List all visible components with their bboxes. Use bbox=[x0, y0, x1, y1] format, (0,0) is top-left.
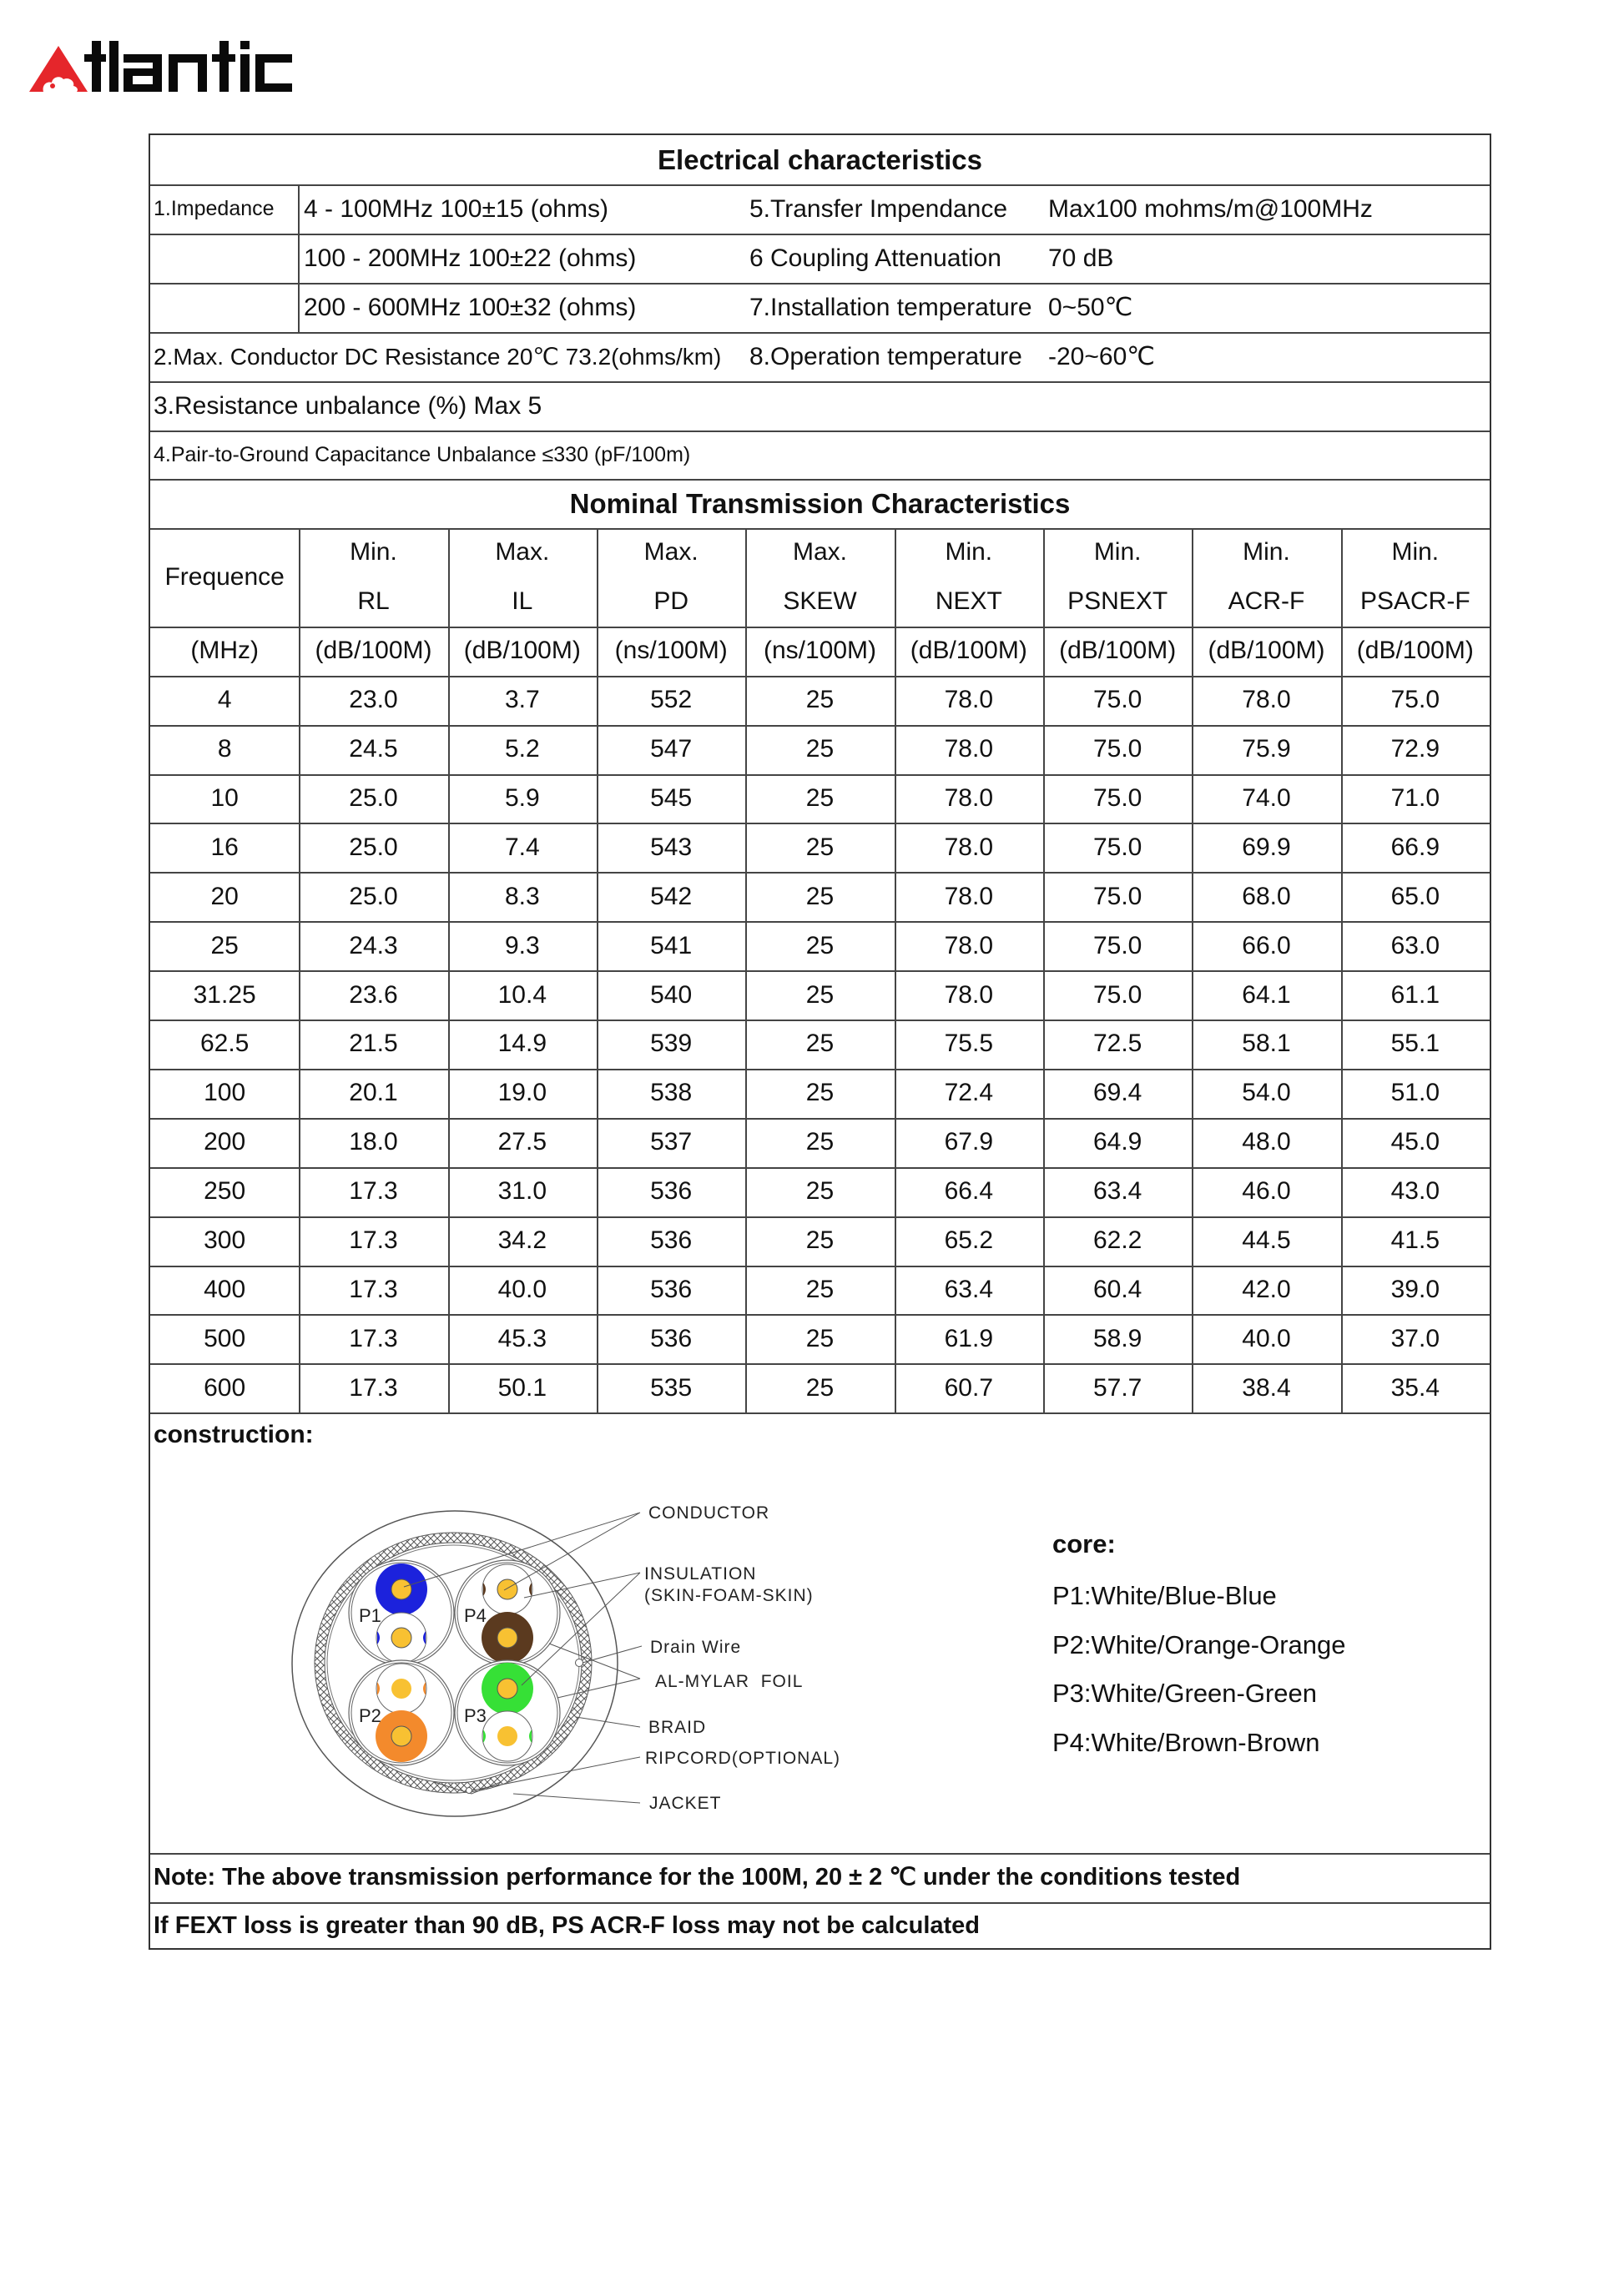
column-header-qualifier: Max. bbox=[643, 538, 699, 566]
table-cell: 65.0 bbox=[1390, 882, 1440, 910]
impedance-range-3: 200 - 600MHz 100±32 (ohms) bbox=[304, 293, 637, 321]
column-header-unit: (dB/100M) bbox=[1356, 637, 1474, 665]
core-pair-1: P1:White/Blue-Blue bbox=[1052, 1581, 1277, 1610]
table-cell: 62.2 bbox=[1092, 1226, 1142, 1255]
table-cell: 39.0 bbox=[1390, 1275, 1440, 1303]
table-cell: 37.0 bbox=[1390, 1324, 1440, 1352]
table-cell: 545 bbox=[650, 783, 693, 812]
column-header-name: IL bbox=[512, 587, 533, 616]
table-cell: 50.1 bbox=[497, 1373, 547, 1402]
column-header-qualifier: Min. bbox=[1243, 538, 1290, 566]
table-cell: 17.3 bbox=[349, 1226, 398, 1255]
column-header-name: SKEW bbox=[783, 587, 857, 616]
table-cell: 57.7 bbox=[1092, 1373, 1142, 1402]
table-cell: 535 bbox=[650, 1373, 693, 1402]
table-cell: 75.0 bbox=[1092, 882, 1142, 910]
frequency-cell: 25 bbox=[210, 931, 239, 959]
impedance-range-2: 100 - 200MHz 100±22 (ohms) bbox=[304, 244, 637, 272]
table-cell: 538 bbox=[650, 1079, 693, 1107]
table-cell: 25 bbox=[805, 1226, 835, 1255]
table-cell: 25 bbox=[805, 980, 835, 1009]
table-cell: 69.4 bbox=[1092, 1079, 1142, 1107]
table-cell: 78.0 bbox=[944, 931, 994, 959]
nominal-title: Nominal Transmission Characteristics bbox=[569, 488, 1071, 519]
table-cell: 66.0 bbox=[1242, 931, 1291, 959]
table-cell: 9.3 bbox=[504, 931, 540, 959]
drain-wire-icon bbox=[576, 1659, 583, 1667]
column-header-qualifier: Min. bbox=[1093, 538, 1142, 566]
column-header-unit: (ns/100M) bbox=[614, 637, 728, 665]
frequency-cell: 250 bbox=[204, 1177, 246, 1206]
table-cell: 61.9 bbox=[944, 1324, 994, 1352]
table-cell: 5.2 bbox=[504, 735, 540, 763]
table-cell: 24.5 bbox=[349, 735, 398, 763]
table-cell: 78.0 bbox=[944, 783, 994, 812]
installation-temp-value: 0~50℃ bbox=[1048, 293, 1133, 321]
table-cell: 78.0 bbox=[944, 882, 994, 910]
table-cell: 46.0 bbox=[1242, 1177, 1291, 1206]
table-cell: 547 bbox=[650, 735, 693, 763]
construction-title: construction: bbox=[154, 1421, 314, 1448]
operation-temp-value: -20~60℃ bbox=[1048, 342, 1155, 370]
table-cell: 34.2 bbox=[497, 1226, 547, 1255]
table-cell: 25 bbox=[805, 1373, 835, 1402]
callout-conductor: CONDUCTOR bbox=[648, 1503, 770, 1523]
table-cell: 75.0 bbox=[1092, 980, 1142, 1009]
column-header-unit: (dB/100M) bbox=[1059, 637, 1177, 665]
frequency-cell: 300 bbox=[204, 1226, 246, 1255]
table-cell: 60.4 bbox=[1092, 1275, 1142, 1303]
pair-label-p3: P3 bbox=[464, 1705, 487, 1726]
table-cell: 17.3 bbox=[349, 1324, 398, 1352]
column-header-name: PSACR-F bbox=[1359, 587, 1470, 616]
frequency-cell: 31.25 bbox=[193, 980, 256, 1009]
column-header-name: RL bbox=[357, 587, 390, 616]
table-cell: 25 bbox=[805, 1128, 835, 1156]
table-cell: 25 bbox=[805, 1275, 835, 1303]
column-header-qualifier: Min. bbox=[350, 538, 397, 566]
table-cell: 552 bbox=[650, 686, 693, 714]
table-cell: 25.0 bbox=[349, 882, 398, 910]
core-pair-3: P3:White/Green-Green bbox=[1052, 1679, 1318, 1708]
table-cell: 72.9 bbox=[1390, 735, 1440, 763]
table-cell: 25 bbox=[805, 1324, 835, 1352]
table-cell: 38.4 bbox=[1242, 1373, 1291, 1402]
table-cell: 543 bbox=[650, 833, 693, 861]
jacket-icon bbox=[292, 1511, 618, 1816]
table-cell: 64.9 bbox=[1092, 1128, 1142, 1156]
table-cell: 542 bbox=[650, 882, 693, 910]
column-header-unit: (dB/100M) bbox=[910, 637, 1027, 665]
table-cell: 5.9 bbox=[504, 783, 540, 812]
callout-braid: BRAID bbox=[648, 1718, 707, 1737]
installation-temp-label: 7.Installation temperature bbox=[749, 293, 1032, 321]
table-cell: 17.3 bbox=[349, 1177, 398, 1206]
pair-label-p1: P1 bbox=[359, 1605, 381, 1626]
table-cell: 42.0 bbox=[1242, 1275, 1291, 1303]
impedance-label: 1.Impedance bbox=[154, 197, 275, 220]
table-cell: 45.3 bbox=[497, 1324, 547, 1352]
table-cell: 536 bbox=[650, 1324, 693, 1352]
table-cell: 78.0 bbox=[944, 980, 994, 1009]
column-header-name: PD bbox=[653, 587, 688, 616]
table-cell: 75.0 bbox=[1092, 686, 1142, 714]
table-cell: 35.4 bbox=[1390, 1373, 1440, 1402]
dc-resistance: 2.Max. Conductor DC Resistance 20℃ 73.2(ohms/km) bbox=[154, 343, 722, 370]
table-cell: 20.1 bbox=[349, 1079, 398, 1107]
frequency-cell: 4 bbox=[217, 686, 232, 714]
table-cell: 69.9 bbox=[1242, 833, 1291, 861]
table-cell: 72.5 bbox=[1092, 1030, 1142, 1058]
table-cell: 75.5 bbox=[944, 1030, 994, 1058]
callout-foil: AL-MYLAR FOIL bbox=[655, 1672, 804, 1691]
table-cell: 25 bbox=[805, 1177, 835, 1206]
table-cell: 21.5 bbox=[349, 1030, 398, 1058]
callout-drain-wire: Drain Wire bbox=[650, 1638, 742, 1657]
table-cell: 45.0 bbox=[1390, 1128, 1440, 1156]
table-cell: 51.0 bbox=[1390, 1079, 1440, 1107]
table-cell: 74.0 bbox=[1242, 783, 1291, 812]
table-cell: 67.9 bbox=[944, 1128, 994, 1156]
coupling-attenuation-label: 6 Coupling Attenuation bbox=[749, 244, 1001, 272]
transfer-impedance-label: 5.Transfer Impendance bbox=[749, 194, 1008, 223]
table-cell: 75.0 bbox=[1092, 931, 1142, 959]
transfer-impedance-value: Max100 mohms/m@100MHz bbox=[1048, 194, 1373, 223]
table-cell: 25 bbox=[805, 686, 835, 714]
table-cell: 31.0 bbox=[497, 1177, 547, 1206]
table-cell: 25.0 bbox=[349, 783, 398, 812]
table-cell: 78.0 bbox=[944, 833, 994, 861]
table-cell: 75.0 bbox=[1390, 686, 1440, 714]
column-header-name: ACR-F bbox=[1228, 587, 1305, 616]
frequency-cell: 16 bbox=[210, 833, 239, 861]
column-header-frequence-unit: (MHz) bbox=[190, 637, 259, 665]
table-cell: 75.0 bbox=[1092, 833, 1142, 861]
table-cell: 63.4 bbox=[944, 1275, 994, 1303]
table-cell: 14.9 bbox=[497, 1030, 547, 1058]
table-cell: 536 bbox=[650, 1275, 693, 1303]
table-cell: 66.4 bbox=[944, 1177, 994, 1206]
table-cell: 537 bbox=[650, 1128, 693, 1156]
table-cell: 44.5 bbox=[1242, 1226, 1291, 1255]
frequency-cell: 10 bbox=[210, 783, 239, 812]
frequency-cell: 500 bbox=[204, 1324, 246, 1352]
table-cell: 7.4 bbox=[504, 833, 540, 861]
table-cell: 43.0 bbox=[1390, 1177, 1440, 1206]
column-header-unit: (ns/100M) bbox=[763, 637, 877, 665]
table-cell: 536 bbox=[650, 1177, 693, 1206]
frequency-cell: 400 bbox=[204, 1275, 246, 1303]
ripcord-icon bbox=[467, 1788, 472, 1794]
table-cell: 63.4 bbox=[1092, 1177, 1142, 1206]
table-cell: 25 bbox=[805, 833, 835, 861]
table-cell: 536 bbox=[650, 1226, 693, 1255]
pair-label-p2: P2 bbox=[359, 1705, 381, 1726]
note-transmission: Note: The above transmission performance for the 100M, 20 ± 2 ℃ under the conditions tested bbox=[154, 1864, 1241, 1891]
table-cell: 17.3 bbox=[349, 1275, 398, 1303]
table-cell: 541 bbox=[650, 931, 693, 959]
column-header-qualifier: Max. bbox=[495, 538, 550, 566]
table-cell: 25 bbox=[805, 931, 835, 959]
table-cell: 27.5 bbox=[497, 1128, 547, 1156]
callout-insulation: INSULATION bbox=[644, 1564, 757, 1584]
table-cell: 25 bbox=[805, 735, 835, 763]
impedance-range-1: 4 - 100MHz 100±15 (ohms) bbox=[304, 194, 608, 223]
table-cell: 72.4 bbox=[944, 1079, 994, 1107]
table-cell: 48.0 bbox=[1242, 1128, 1291, 1156]
table-cell: 75.9 bbox=[1242, 735, 1291, 763]
frequency-cell: 600 bbox=[204, 1373, 246, 1402]
table-cell: 23.6 bbox=[349, 980, 398, 1009]
frequency-cell: 8 bbox=[217, 735, 232, 763]
resistance-unbalance: 3.Resistance unbalance (%) Max 5 bbox=[154, 391, 542, 420]
column-header-qualifier: Max. bbox=[792, 538, 847, 566]
table-cell: 24.3 bbox=[349, 931, 398, 959]
table-cell: 78.0 bbox=[944, 735, 994, 763]
table-cell: 25 bbox=[805, 1030, 835, 1058]
table-cell: 64.1 bbox=[1242, 980, 1291, 1009]
column-header-unit: (dB/100M) bbox=[315, 637, 432, 665]
core-pair-4: P4:White/Brown-Brown bbox=[1052, 1728, 1320, 1757]
table-cell: 25.0 bbox=[349, 833, 398, 861]
frequency-cell: 20 bbox=[210, 882, 239, 910]
table-cell: 40.0 bbox=[497, 1275, 547, 1303]
table-cell: 540 bbox=[650, 980, 693, 1009]
column-header-frequence: Frequence bbox=[164, 562, 285, 591]
column-header-unit: (dB/100M) bbox=[463, 637, 581, 665]
coupling-attenuation-value: 70 dB bbox=[1048, 244, 1114, 272]
table-cell: 58.1 bbox=[1242, 1030, 1291, 1058]
callout-jacket: JACKET bbox=[649, 1794, 722, 1813]
table-cell: 40.0 bbox=[1242, 1324, 1291, 1352]
table-cell: 25 bbox=[805, 1079, 835, 1107]
table-cell: 68.0 bbox=[1242, 882, 1291, 910]
callout-insulation-sub: (SKIN-FOAM-SKIN) bbox=[644, 1586, 814, 1605]
column-header-name: PSNEXT bbox=[1067, 587, 1168, 616]
column-header-qualifier: Min. bbox=[1391, 538, 1440, 566]
column-header-name: NEXT bbox=[935, 587, 1002, 616]
table-cell: 19.0 bbox=[497, 1079, 547, 1107]
column-header-qualifier: Min. bbox=[945, 538, 993, 566]
table-cell: 41.5 bbox=[1390, 1226, 1440, 1255]
table-cell: 65.2 bbox=[944, 1226, 994, 1255]
operation-temp-label: 8.Operation temperature bbox=[749, 342, 1022, 370]
table-cell: 539 bbox=[650, 1030, 693, 1058]
table-cell: 18.0 bbox=[349, 1128, 398, 1156]
table-cell: 23.0 bbox=[349, 686, 398, 714]
capacitance-unbalance: 4.Pair-to-Ground Capacitance Unbalance ≤330 (pF/100m) bbox=[154, 442, 691, 466]
frequency-cell: 200 bbox=[204, 1128, 246, 1156]
table-cell: 3.7 bbox=[504, 686, 540, 714]
table-cell: 58.9 bbox=[1092, 1324, 1142, 1352]
frequency-cell: 62.5 bbox=[199, 1030, 250, 1058]
table-cell: 17.3 bbox=[349, 1373, 398, 1402]
note-fext: If FEXT loss is greater than 90 dB, PS ACR-F loss may not be calculated bbox=[154, 1912, 981, 1939]
frequency-cell: 100 bbox=[204, 1079, 246, 1107]
table-cell: 10.4 bbox=[497, 980, 547, 1009]
table-cell: 75.0 bbox=[1092, 783, 1142, 812]
table-cell: 66.9 bbox=[1390, 833, 1440, 861]
electrical-title: Electrical characteristics bbox=[658, 144, 982, 175]
column-header-unit: (dB/100M) bbox=[1208, 637, 1325, 665]
core-title: core: bbox=[1052, 1528, 1116, 1558]
core-pair-2: P2:White/Orange-Orange bbox=[1052, 1630, 1346, 1659]
table-cell: 60.7 bbox=[944, 1373, 994, 1402]
table-cell: 55.1 bbox=[1390, 1030, 1440, 1058]
table-cell: 61.1 bbox=[1390, 980, 1440, 1009]
table-cell: 25 bbox=[805, 882, 835, 910]
table-cell: 75.0 bbox=[1092, 735, 1142, 763]
table-cell: 71.0 bbox=[1390, 783, 1440, 812]
table-cell: 78.0 bbox=[944, 686, 994, 714]
table-cell: 8.3 bbox=[504, 882, 540, 910]
pair-label-p4: P4 bbox=[464, 1605, 487, 1626]
table-cell: 78.0 bbox=[1242, 686, 1291, 714]
table-cell: 25 bbox=[805, 783, 835, 812]
table-cell: 63.0 bbox=[1390, 931, 1440, 959]
callout-ripcord: RIPCORD(OPTIONAL) bbox=[645, 1749, 841, 1768]
table-cell: 54.0 bbox=[1242, 1079, 1291, 1107]
